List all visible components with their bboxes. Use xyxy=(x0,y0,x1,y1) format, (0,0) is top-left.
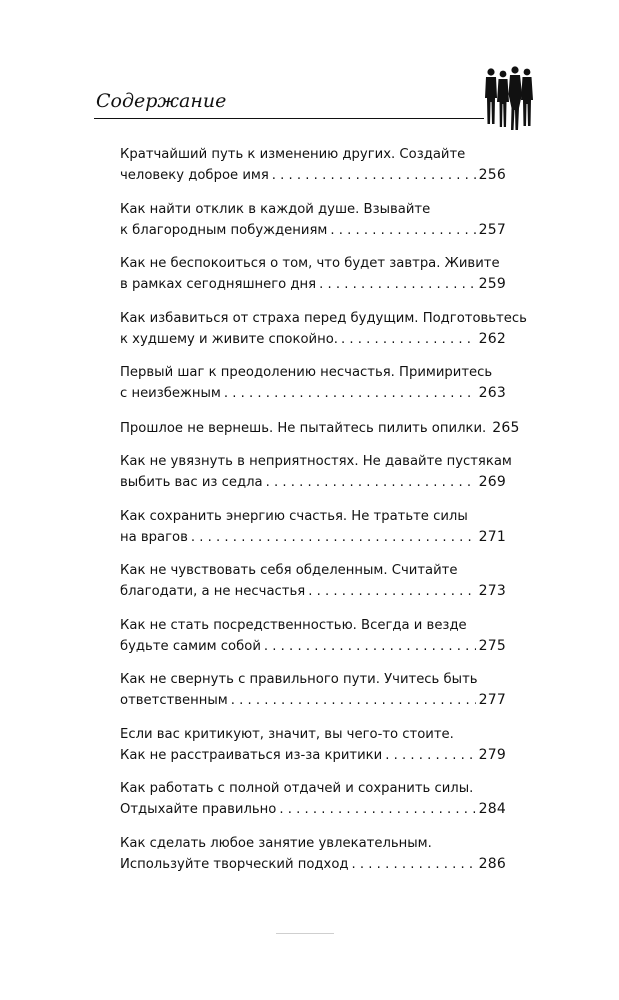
dot-leader xyxy=(330,221,475,241)
toc-entry[interactable] xyxy=(120,309,527,350)
dot-leader xyxy=(231,691,476,711)
toc-entry-title: Как сделать любое занятие увлекательным. xyxy=(120,835,432,851)
toc-entry-title: Прошлое не вернешь. Не пытайтесь пилить опилки. xyxy=(120,420,487,436)
toc-entry[interactable] xyxy=(120,507,506,548)
dot-leader xyxy=(272,166,476,186)
toc-page-number: 275 xyxy=(478,637,506,654)
toc-page-number: 265 xyxy=(492,419,520,436)
toc-page-number: 286 xyxy=(478,855,506,872)
toc-entry[interactable] xyxy=(120,452,512,493)
footer-rule xyxy=(276,933,334,934)
toc-page-number: 271 xyxy=(478,528,506,545)
toc-page-number: 259 xyxy=(478,276,506,292)
dot-leader xyxy=(279,800,475,820)
toc-entry-title-cont: Как не расстраиваться из-за критики xyxy=(120,747,383,763)
toc-entry-title-cont: человеку доброе имя xyxy=(120,168,269,183)
toc-entry-title: Как не чувствовать себя обделенным. Считайте xyxy=(120,563,458,578)
toc-entry[interactable] xyxy=(120,725,506,766)
toc-entry-title-cont: к худшему и живите спокойно. xyxy=(120,331,338,347)
toc-entry[interactable] xyxy=(120,145,506,186)
toc-entry-title-cont: с неизбежным xyxy=(120,386,221,401)
dot-leader xyxy=(341,330,476,350)
toc-entry-title-cont: на врагов xyxy=(120,529,188,545)
toc-entry-title-cont: ответственным xyxy=(120,693,228,708)
toc-entry-title: Как найти отклик в каждой душе. Взывайте xyxy=(120,201,431,217)
toc-entry[interactable] xyxy=(120,561,506,602)
toc-entry-title-cont: будьте самим собой xyxy=(120,638,261,654)
toc-entry[interactable] xyxy=(120,779,506,820)
toc-page-number: 269 xyxy=(478,474,506,490)
toc-entry-title: Как не свернуть с правильного пути. Учитесь быть xyxy=(120,672,478,687)
toc-entry-title: Как работать с полной отдачей и сохранить силы. xyxy=(120,781,474,796)
toc-entry-title: Как не увязнуть в неприятностях. Не давайте пустякам xyxy=(120,454,512,469)
toc-page-number: 279 xyxy=(478,746,506,763)
toc-entry-title-cont: к благородным побуждениям xyxy=(120,222,328,238)
toc-page-number: 277 xyxy=(478,692,506,708)
toc-entry-title-cont: благодати, а не несчастья xyxy=(120,584,306,599)
toc-page-number: 273 xyxy=(478,583,506,599)
toc-entry-title-cont: Отдыхайте правильно xyxy=(120,802,277,817)
toc-page-number: 284 xyxy=(478,801,506,817)
dot-leader xyxy=(385,746,475,766)
toc-entry-title-cont: выбить вас из седла xyxy=(120,475,263,490)
toc-entry[interactable] xyxy=(120,363,506,404)
table-of-contents xyxy=(120,145,527,888)
toc-entry[interactable] xyxy=(120,834,506,875)
page-title: Содержание xyxy=(96,90,227,112)
toc-page-number: 256 xyxy=(478,167,506,183)
toc-entry-title: Если вас критикуют, значит, вы чего-то стоите. xyxy=(120,726,454,742)
dot-leader xyxy=(308,582,475,602)
dot-leader xyxy=(319,275,476,295)
toc-entry[interactable] xyxy=(120,418,520,439)
toc-entry[interactable] xyxy=(120,200,506,241)
dot-leader xyxy=(352,855,476,875)
toc-entry-title-cont: Используйте творческий подход xyxy=(120,856,349,872)
dot-leader xyxy=(266,473,476,493)
toc-entry-title: Как сохранить энергию счастья. Не тратьте силы xyxy=(120,508,468,524)
toc-entry-title: Как не беспокоиться о том, что будет завтра. Живите xyxy=(120,256,500,271)
toc-page-number: 257 xyxy=(478,221,506,238)
toc-entry[interactable] xyxy=(120,616,506,657)
toc-page-number: 262 xyxy=(478,330,506,347)
toc-entry-title: Кратчайший путь к изменению других. Создайте xyxy=(120,147,466,162)
business-people-silhouette-icon xyxy=(482,64,536,130)
toc-entry-title-cont: в рамках сегодняшнего дня xyxy=(120,277,317,292)
toc-entry[interactable] xyxy=(120,254,506,295)
dot-leader xyxy=(224,384,476,404)
header-rule xyxy=(94,118,484,119)
dot-leader xyxy=(191,528,476,548)
toc-entry-title: Как избавиться от страха перед будущим. Подготовьтесь xyxy=(120,310,527,326)
toc-entry-title: Первый шаг к преодолению несчастья. Примиритесь xyxy=(120,365,493,380)
toc-entry-title: Как не стать посредственностью. Всегда и везде xyxy=(120,617,467,633)
toc-entry[interactable] xyxy=(120,670,506,711)
dot-leader xyxy=(264,637,476,657)
toc-page-number: 263 xyxy=(478,385,506,401)
